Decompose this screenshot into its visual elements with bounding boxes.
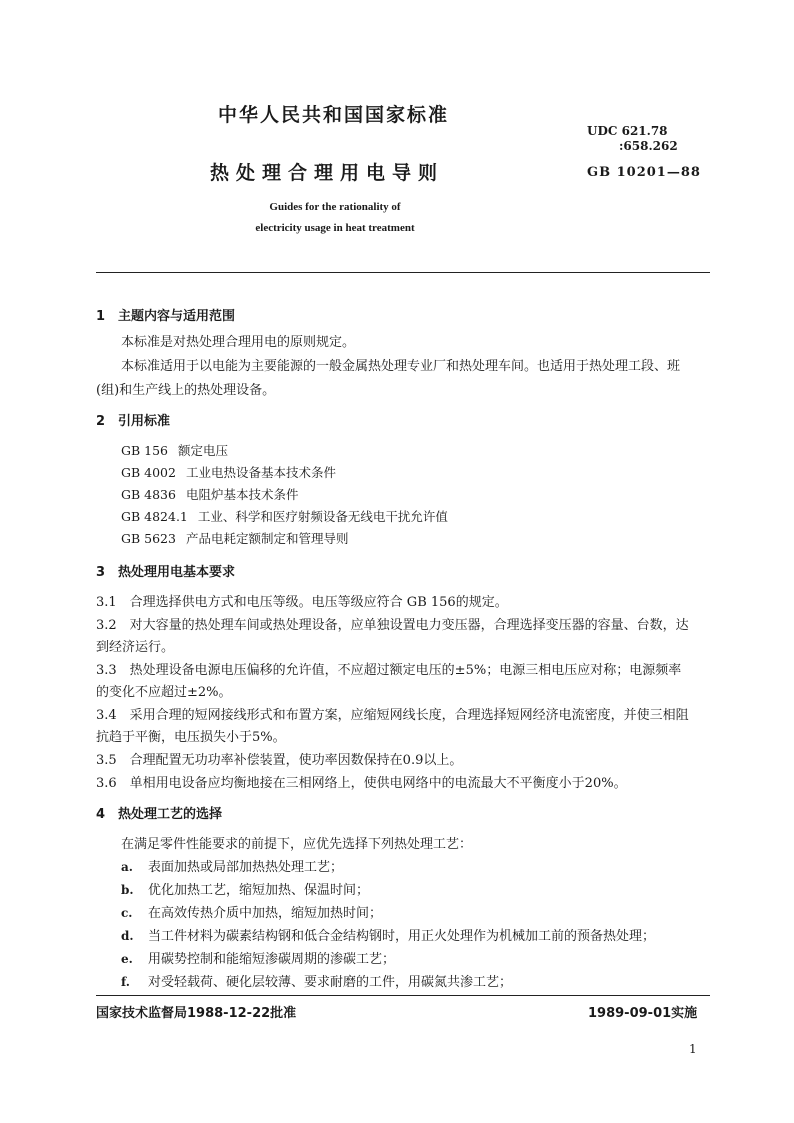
reference-title: 工业电热设备基本技术条件	[185, 465, 336, 480]
list-item-text: 当工件材料为碳素结构钢和低合金结构钢时，用正火处理作为机械加工前的预备热处理；	[148, 929, 656, 944]
udc-line-1: UDC 621.78	[587, 124, 668, 138]
reference-item	[121, 441, 228, 459]
list-item-text: 优化加热工艺，缩短加热、保温时间；	[148, 883, 370, 898]
clause-3-4-line-2: 抗趋于平衡，电压损失小于5%。	[96, 730, 286, 745]
section-3-heading: 3 热处理用电基本要求	[96, 565, 236, 580]
reference-item	[121, 463, 336, 481]
list-item	[121, 902, 382, 921]
list-marker: c.	[121, 906, 133, 920]
reference-item	[121, 507, 448, 525]
section-4-heading: 4 热处理工艺的选择	[96, 807, 223, 822]
footer-rule	[96, 995, 710, 996]
reference-code: GB 156	[121, 443, 169, 458]
list-marker: b.	[121, 883, 134, 897]
reference-title: 额定电压	[178, 443, 229, 458]
reference-title: 电阻炉基本技术条件	[185, 487, 299, 502]
reference-title: 产品电耗定额制定和管理导则	[185, 531, 349, 546]
section-4-intro: 在满足零件性能要求的前提下，应优先选择下列热处理工艺：	[121, 837, 473, 852]
section-1-para-1: 本标准是对热处理合理用电的原则规定。	[121, 335, 356, 350]
udc-line-2: :658.262	[619, 139, 678, 153]
section-1-heading: 1 主题内容与适用范围	[96, 309, 236, 324]
standard-title: 中华人民共和国国家标准	[218, 104, 450, 126]
reference-item	[121, 485, 298, 503]
list-item-text: 表面加热或局部加热热处理工艺；	[148, 860, 344, 875]
gb-number: GB 10201—88	[587, 165, 701, 180]
clause-3-5: 3.5 合理配置无功功率补偿装置，使功率因数保持在0.9以上。	[96, 753, 463, 768]
clause-3-2-line-1: 3.2 对大容量的热处理车间或热处理设备，应单独设置电力变压器，合理选择变压器的容量、台数，达	[96, 618, 689, 633]
header-rule	[96, 272, 710, 273]
reference-code: GB 4836	[121, 487, 176, 502]
section-1-para-2-line-2: (组)和生产线上的热处理设备。	[96, 383, 276, 398]
reference-item	[121, 529, 348, 547]
clause-3-3-line-2: 的变化不应超过±2%。	[96, 685, 232, 700]
english-title-line-2: electricity usage in heat treatment	[255, 222, 415, 234]
list-marker: a.	[121, 860, 133, 874]
udc-number	[587, 124, 678, 154]
clause-3-3-line-1: 3.3 热处理设备电源电压偏移的允许值，不应超过额定电压的±5%；电源三相电压应对称；电源频率	[96, 663, 682, 678]
list-item-text: 对受轻载荷、硬化层较薄、要求耐磨的工件，用碳氮共渗工艺；	[148, 975, 513, 990]
list-marker: f.	[121, 975, 130, 989]
list-item	[121, 879, 369, 898]
clause-3-2-line-2: 到经济运行。	[96, 640, 175, 655]
clause-3-4-line-1: 3.4 采用合理的短网接线形式和布置方案，应缩短网线长度，合理选择短网经济电流密度，并使三相阻	[96, 708, 689, 723]
list-marker: d.	[121, 929, 134, 943]
reference-code: GB 5623	[121, 531, 176, 546]
document-title: 热处理合理用电导则	[210, 162, 445, 184]
list-item	[121, 948, 395, 967]
clause-3-1: 3.1 合理选择供电方式和电压等级。电压等级应符合 GB 156的规定。	[96, 595, 508, 610]
list-item	[121, 925, 655, 944]
list-item	[121, 856, 343, 875]
list-item-text: 用碳势控制和能缩短渗碳周期的渗碳工艺；	[148, 952, 396, 967]
section-1-para-2-line-1: 本标准适用于以电能为主要能源的一般金属热处理专业厂和热处理车间。也适用于热处理工段、班	[121, 359, 681, 374]
implementation-date: 1989-09-01实施	[588, 1006, 698, 1021]
reference-title: 工业、科学和医疗射频设备无线电干扰允许值	[197, 509, 448, 524]
section-2-heading: 2 引用标准	[96, 414, 171, 429]
approval-date: 国家技术监督局1988-12-22批准	[96, 1006, 297, 1021]
clause-3-6: 3.6 单相用电设备应均衡地接在三相网络上，使供电网络中的电流最大不平衡度小于20%。	[96, 776, 627, 791]
reference-code: GB 4002	[121, 465, 176, 480]
page-number: 1	[689, 1042, 697, 1056]
list-marker: e.	[121, 952, 133, 966]
list-item-text: 在高效传热介质中加热，缩短加热时间；	[148, 906, 383, 921]
reference-code: GB 4824.1	[121, 509, 188, 524]
english-title-line-1: Guides for the rationality of	[269, 201, 401, 213]
list-item	[121, 971, 512, 990]
